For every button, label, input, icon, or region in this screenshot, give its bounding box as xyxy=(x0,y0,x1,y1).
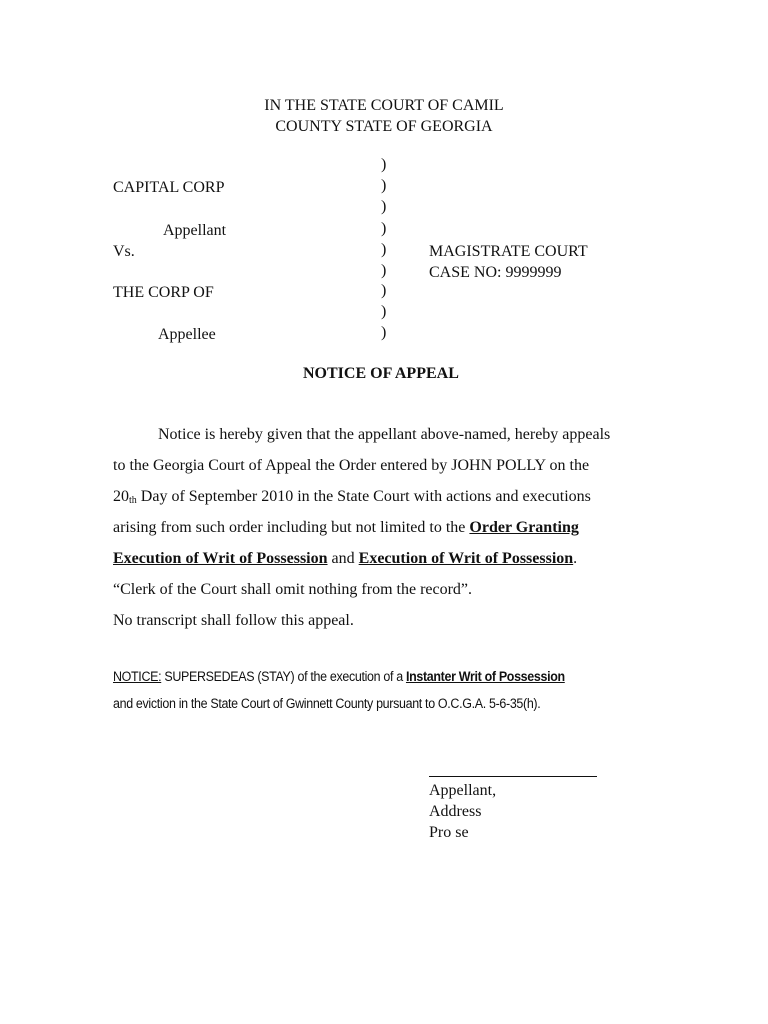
court-name: MAGISTRATE COURT xyxy=(429,243,588,260)
caption-paren: ) xyxy=(381,156,387,173)
versus-label: Vs. xyxy=(113,243,135,260)
signature-address: Address xyxy=(429,803,482,820)
notice-text: SUPERSEDEAS (STAY) of the execution of a xyxy=(161,669,406,684)
plaintiff-role: Appellant xyxy=(163,222,227,239)
caption-paren: ) xyxy=(381,303,387,320)
signature-line xyxy=(429,776,597,777)
caption-paren: ) xyxy=(381,262,387,279)
signature-status: Pro se xyxy=(429,824,469,841)
case-number: CASE NO: 9999999 xyxy=(429,264,562,281)
body-line-7: No transcript shall follow this appeal. xyxy=(113,612,354,629)
document-title: NOTICE OF APPEAL xyxy=(303,365,459,382)
caption-paren: ) xyxy=(381,198,387,215)
notice-line-1 xyxy=(113,669,565,684)
caption-paren: ) xyxy=(381,220,387,237)
day-suffix: th xyxy=(129,495,137,506)
body-line-3-rest: Day of September 2010 in the State Court with actions and executions xyxy=(136,488,591,505)
caption-paren: ) xyxy=(381,241,387,258)
defendant-name: THE CORP OF xyxy=(113,284,214,301)
body-line-1: Notice is hereby given that the appellant above-named, hereby appeals xyxy=(158,426,611,443)
court-header-line2: COUNTY STATE OF GEORGIA xyxy=(275,118,493,135)
notice-line-2: and eviction in the State Court of Gwinnett County pursuant to O.C.G.A. 5-6-35(h). xyxy=(113,696,541,711)
instanter-writ-ref: Instanter Writ of Possession xyxy=(405,669,565,684)
body-line-5 xyxy=(113,550,577,568)
caption-paren: ) xyxy=(381,324,387,341)
body-line-5-mid: and xyxy=(327,550,359,567)
caption-paren: ) xyxy=(381,282,387,299)
writ-reference-1: Execution of Writ of Possession xyxy=(113,550,328,567)
court-header-line1: IN THE STATE COURT OF CAMIL xyxy=(264,97,504,114)
body-line-4-text: arising from such order including but not limited to the xyxy=(113,519,470,536)
day-number: 20 xyxy=(113,488,129,505)
order-granting-ref: Order Granting xyxy=(469,519,579,536)
caption-paren: ) xyxy=(381,177,387,194)
defendant-role: Appellee xyxy=(158,326,216,343)
body-line-2: to the Georgia Court of Appeal the Order entered by JOHN POLLY on the xyxy=(113,457,590,474)
notice-label: NOTICE: xyxy=(113,669,162,684)
signature-name: Appellant, xyxy=(429,782,497,799)
body-line-6: “Clerk of the Court shall omit nothing from the record”. xyxy=(113,581,473,598)
body-line-5-end: . xyxy=(573,550,578,567)
body-line-4 xyxy=(113,519,579,537)
writ-reference-2: Execution of Writ of Possession xyxy=(358,550,574,567)
plaintiff-name: CAPITAL CORP xyxy=(113,179,225,196)
body-line-3 xyxy=(113,488,591,506)
